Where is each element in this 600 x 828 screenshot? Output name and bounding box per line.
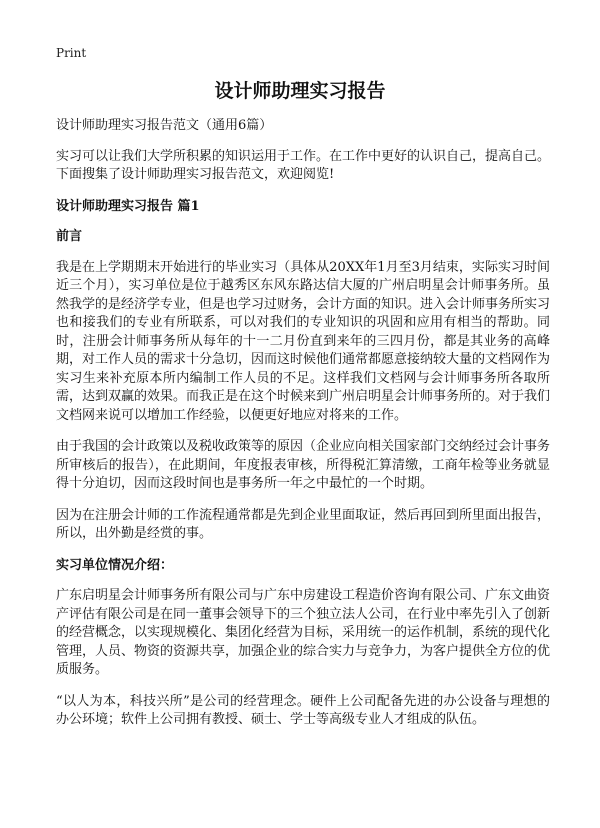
unit-paragraph-1: 广东启明星会计师事务所有限公司与广东中房建设工程造价咨询有限公司、广东文曲资产评估有限公司是在同一董事会领导下的三个独立法人公司，在行业中率先引入了创新的经营概念，以实现规模化、集团化经营为目标，采用统一的运作机制，系统的现代化管理，人员、物资的资源共享，加强企业的综合实力与竞争力，为客户提供全方位的优质服务。 [56,588,551,677]
preface-paragraph-2: 由于我国的会计政策以及税收政策等的原因（企业应向相关国家部门交纳经过会计事务所审核后的报告），在此期间，年度报表审核，所得税汇算清缴，工商年检等业务就显得十分迫切，因而这段时间也是事务所一年之中最忙的一个时期。 [56,439,551,491]
document-subtitle: 设计师助理实习报告范文（通用6篇） [56,118,273,133]
preface-paragraph-1: 我是在上学期期末开始进行的毕业实习（具体从20XX年1月至3月结束，实际实习时间近三个月），实习单位是位于越秀区东风东路达信大厦的广州启明星会计师事务所。虽然我学的是经济学专业，但是也学习过财务，会计方面的知识。进入会计师事务所实习也和接我们的专业有所联系，可以对我们的专业知识的巩固和应用有相当的帮助。同时，注册会计师事务所从每年的十一二月份直到来年的三四月份，都是其业务的高峰期，对工作人员的需求十分急切，因而这时候他们通常都愿意接纳较大量的文档网作为实习生来补充原本所内编制工作人员的不足。这样我们文档网与会计师事务所各取所需，达到双赢的效果。而我正是在这个时候来到广州启明星会计师事务所的。对于我们文档网来说可以增加工作经验，以便更好地应对将来的工作。 [56,259,551,423]
section-title: 设计师助理实习报告 篇1 [56,198,200,214]
print-link[interactable]: Print [56,46,87,60]
intro-paragraph: 实习可以让我们大学所积累的知识运用于工作。在工作中更好的认识自己，提高自己。下面搜集了设计师助理实习报告范文，欢迎阅览! [56,148,551,182]
document-title: 设计师助理实习报告 [214,80,386,102]
unit-paragraph-2: “以人为本，科技兴所”是公司的经营理念。硬件上公司配备先进的办公设备与理想的办公环境；软件上公司拥有教授、硕士、学士等高级专业人才组成的队伍。 [56,693,550,727]
preface-paragraph-3: 因为在注册会计师的工作流程通常都是先到企业里面取证，然后再回到所里面出报告，所以，出外勤是经赏的事。 [56,507,551,541]
preface-heading: 前言 [56,229,83,244]
document-body [56,117,550,743]
unit-heading: 实习单位情况介绍： [56,557,174,573]
